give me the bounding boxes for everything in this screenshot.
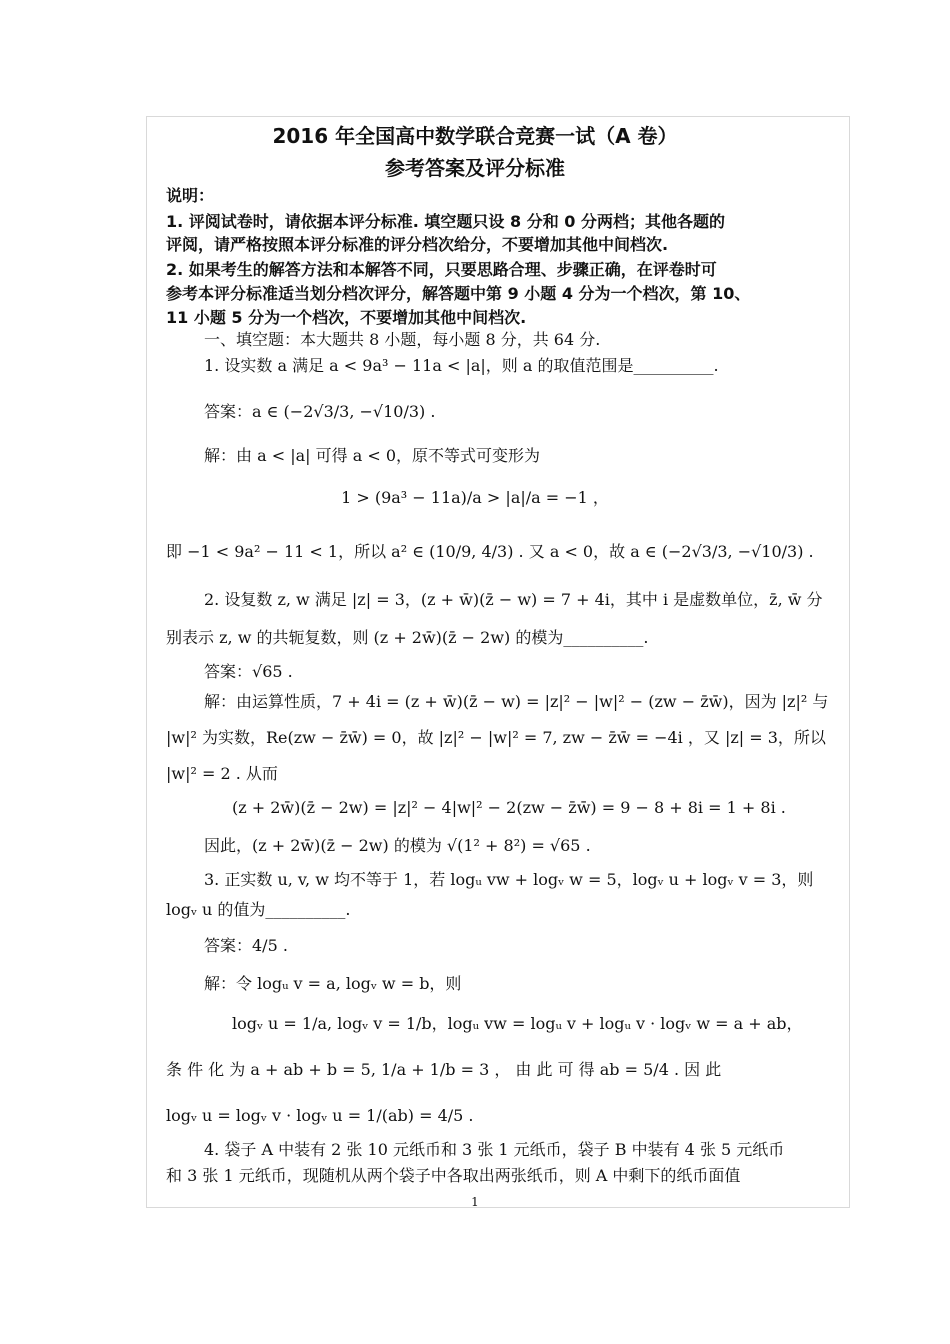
page-number: 1 <box>471 1195 479 1209</box>
note-1-line-2: 评阅，请严格按照本评分标准的评分档次给分，不要增加其他中间档次. <box>166 235 669 254</box>
q1-answer: 答案：a ∈ (−2√3/3, −√10/3) . <box>204 402 436 421</box>
q2-solution-1: 解：由运算性质，7 + 4i = (z + w̄)(z̄ − w) = |z|² − |w|² − (zw − z̄w̄)，因为 |z|² 与 <box>204 692 829 711</box>
q2-question-2: 别表示 z, w 的共轭复数，则 (z + 2w̄)(z̄ − 2w) 的模为__________. <box>166 628 649 647</box>
note-1-line-1: 1. 评阅试卷时，请依据本评分标准. 填空题只设 8 分和 0 分两档；其他各题的 <box>166 212 725 231</box>
notes-heading: 说明： <box>166 186 215 205</box>
q3-solution-1: 解：令 logᵤ v = a, logᵥ w = b，则 <box>204 974 462 993</box>
q3-question-2: logᵥ u 的值为__________. <box>166 900 351 919</box>
q3-answer: 答案：4/5 . <box>204 936 288 955</box>
q2-solution-2: |w|² 为实数，Re(zw − z̄w̄) = 0，故 |z|² − |w|² = 7, zw − z̄w̄ = −4i ，又 |z| = 3，所以 <box>166 728 826 747</box>
q2-solution-4: (z + 2w̄)(z̄ − 2w) = |z|² − 4|w|² − 2(zw − z̄w̄) = 9 − 8 + 8i = 1 + 8i . <box>232 798 786 817</box>
q2-question-1: 2. 设复数 z, w 满足 |z| = 3，(z + w̄)(z̄ − w) = 7 + 4i，其中 i 是虚数单位，z̄, w̄ 分 <box>204 590 823 609</box>
q2-solution-3: |w|² = 2 . 从而 <box>166 764 278 783</box>
q1-solution-1: 解：由 a < |a| 可得 a < 0，原不等式可变形为 <box>204 446 540 465</box>
q2-solution-5: 因此，(z + 2w̄)(z̄ − 2w) 的模为 √(1² + 8²) = √65 . <box>204 836 591 855</box>
q1-question: 1. 设实数 a 满足 a < 9a³ − 11a < |a|，则 a 的取值范围是__________. <box>204 356 719 375</box>
note-2-line-3: 11 小题 5 分为一个档次，不要增加其他中间档次. <box>166 308 527 327</box>
page-title: 2016 年全国高中数学联合竞赛一试（A 卷） <box>272 124 678 148</box>
note-2-line-1: 2. 如果考生的解答方法和本解答不同，只要思路合理、步骤正确，在评卷时可 <box>166 260 717 279</box>
q1-solution-3: 即 −1 < 9a² − 11 < 1，所以 a² ∈ (10/9, 4/3) . 又 a < 0，故 a ∈ (−2√3/3, −√10/3) . <box>166 542 814 561</box>
q1-solution-2: 1 > (9a³ − 11a)/a > |a|/a = −1 ， <box>341 488 609 507</box>
page-subtitle: 参考答案及评分标准 <box>385 156 565 180</box>
q4-line-2: 和 3 张 1 元纸币，现随机从两个袋子中各取出两张纸币，则 A 中剩下的纸币面值 <box>166 1166 741 1185</box>
note-2-line-2: 参考本评分标准适当划分档次评分，解答题中第 9 小题 4 分为一个档次，第 10、 <box>166 284 751 303</box>
q4-line-1: 4. 袋子 A 中装有 2 张 10 元纸币和 3 张 1 元纸币，袋子 B 中装有 4 张 5 元纸币 <box>204 1140 785 1159</box>
q2-answer: 答案：√65 . <box>204 662 293 681</box>
q3-question-1: 3. 正实数 u, v, w 均不等于 1，若 logᵤ vw + logᵥ w = 5，logᵥ u + logᵥ v = 3，则 <box>204 870 814 889</box>
q3-solution-3: 条 件 化 为 a + ab + b = 5, 1/a + 1/b = 3 ， 由 此 可 得 ab = 5/4 . 因 此 <box>166 1060 722 1079</box>
q3-solution-4: logᵥ u = logᵥ v · logᵥ u = 1/(ab) = 4/5 . <box>166 1106 474 1125</box>
q3-solution-2: logᵥ u = 1/a, logᵥ v = 1/b，logᵤ vw = logᵤ v + logᵤ v · logᵥ w = a + ab， <box>232 1014 803 1033</box>
section-1-heading: 一、填空题：本大题共 8 小题，每小题 8 分，共 64 分. <box>204 330 601 349</box>
